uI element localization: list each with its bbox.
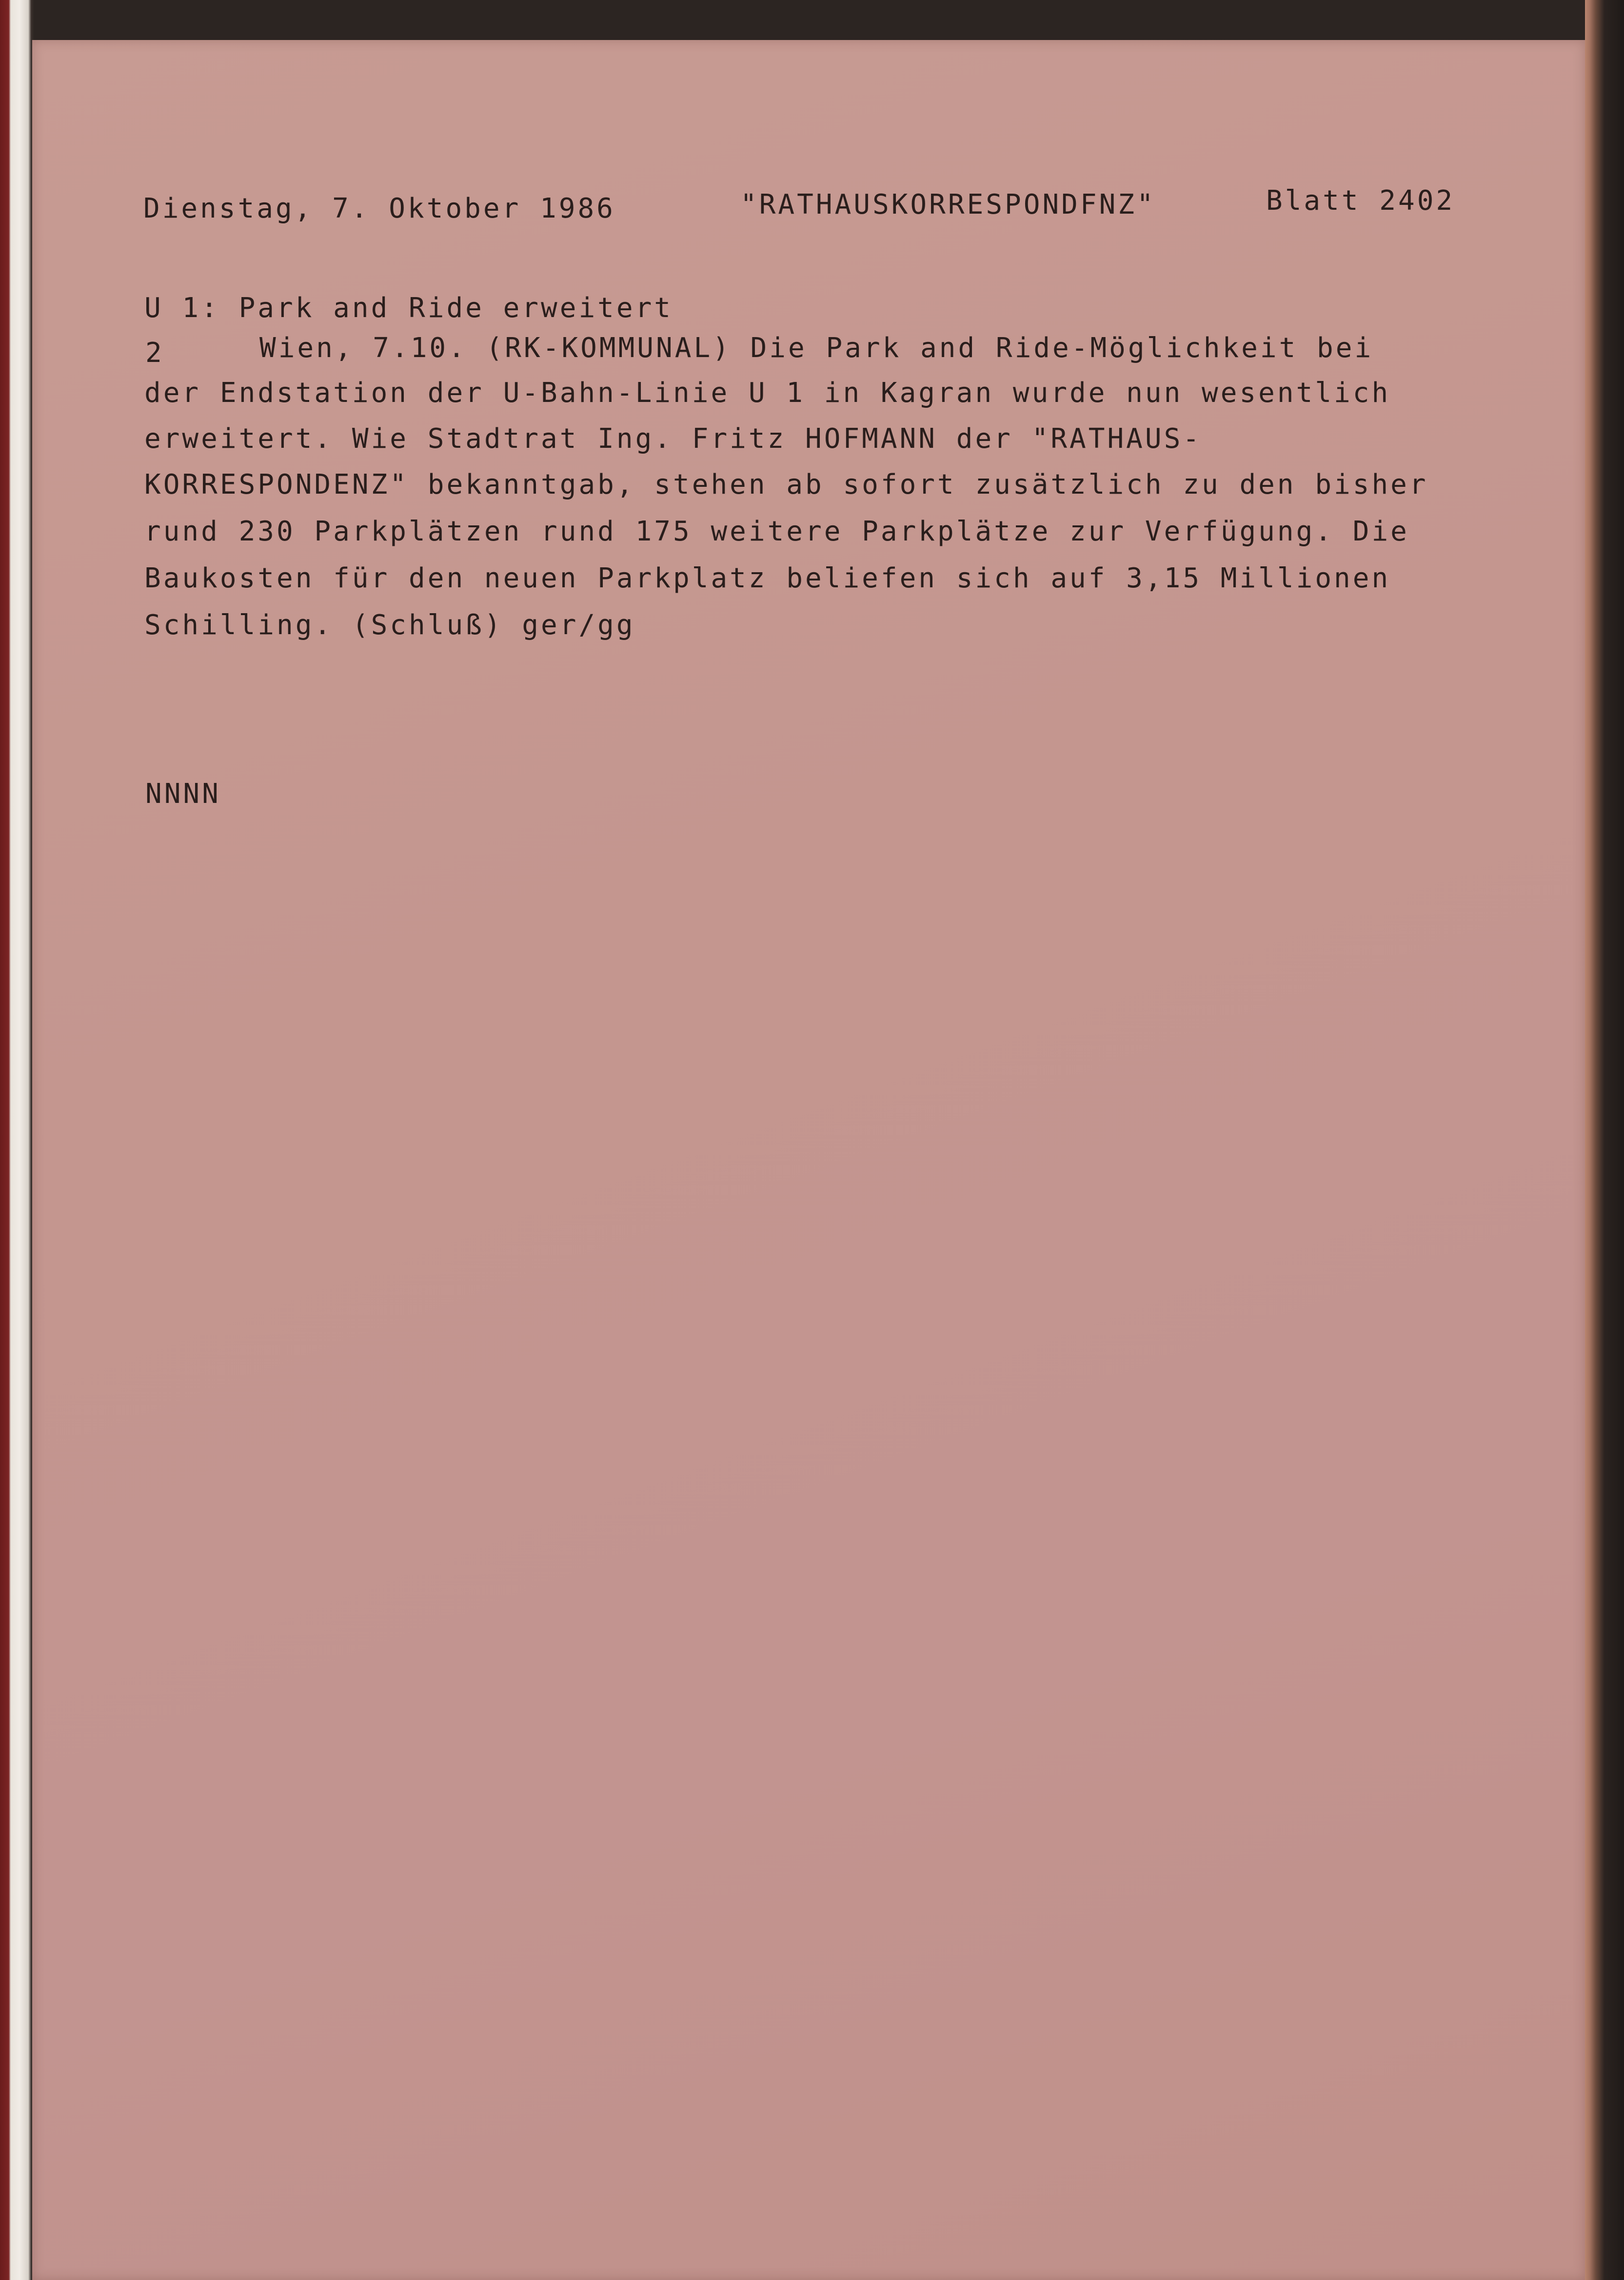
body-line: erweitert. Wie Stadtrat Ing. Fritz HOFMANN der "RATHAUS-	[144, 423, 1202, 455]
paragraph-number: 2	[145, 337, 164, 369]
binding-strip	[0, 0, 34, 2280]
page-stack-edge	[1585, 0, 1624, 2280]
body-line: rund 230 Parkplätzen rund 175 weitere Parkplätze zur Verfügung. Die	[144, 516, 1409, 547]
article-headline: U 1: Park and Ride erweitert	[144, 292, 673, 324]
body-line: der Endstation der U-Bahn-Linie U 1 in Kagran wurde nun wesentlich	[144, 377, 1391, 409]
header-date: Dienstag, 7. Oktober 1986	[143, 193, 615, 224]
header-publication: "RATHAUSKORRESPONDFNZ"	[740, 189, 1156, 220]
end-marker: NNNN	[145, 778, 221, 810]
body-line: KORRESPONDENZ" bekanntgab, stehen ab sofort zusätzlich zu den bisher	[144, 469, 1428, 500]
body-line: Baukosten für den neuen Parkplatz beliefen sich auf 3,15 Millionen	[144, 562, 1391, 594]
body-line: Wien, 7.10. (RK-KOMMUNAL) Die Park and Ride-Möglichkeit bei	[259, 332, 1374, 364]
body-line: Schilling. (Schluß) ger/gg	[144, 609, 635, 641]
header-page-number: Blatt 2402	[1266, 185, 1455, 217]
document-page	[32, 40, 1585, 2280]
